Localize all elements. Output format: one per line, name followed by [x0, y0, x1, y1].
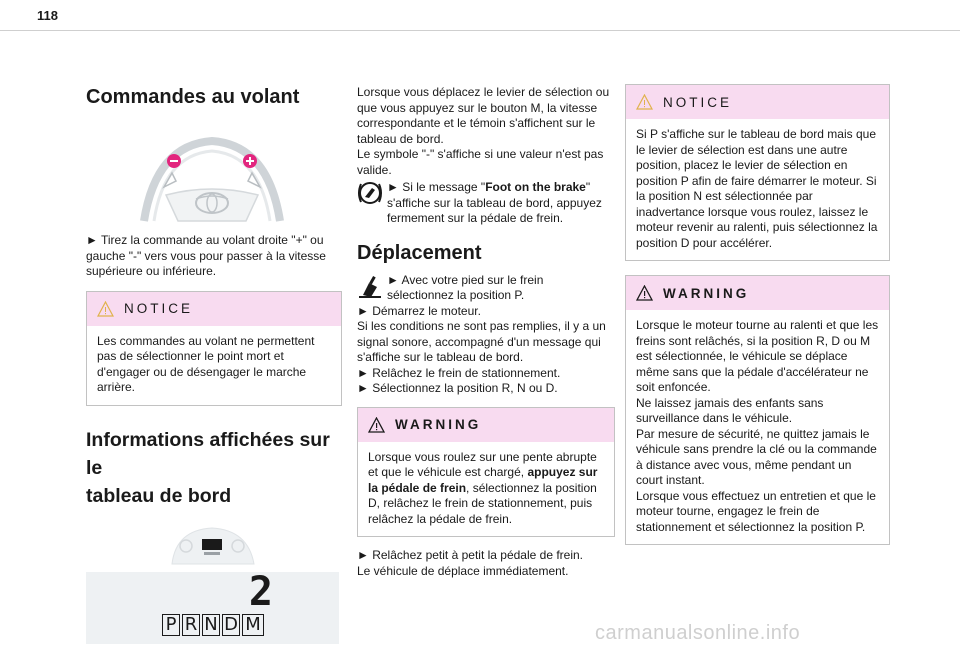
warning-box-1-title: WARNING	[395, 417, 482, 432]
notice-box-2-title: NOTICE	[663, 94, 733, 110]
step-1: ► Avec votre pied sur le frein sélectionnez la position P.	[387, 272, 544, 302]
release-brake-step: ► Relâchez petit à petit la pédale de frein.	[357, 548, 584, 562]
gear-position-d: D	[222, 614, 240, 636]
brake-message-suffix: " s'affiche sur la tableau de bord, appuyez fermement sur la pédale de frein.	[387, 180, 602, 225]
caution-triangle-icon	[636, 94, 653, 110]
warning-box-1-header	[358, 408, 614, 442]
step-4: ► Relâchez le frein de stationnement.	[357, 365, 561, 380]
notice-box-1-header	[87, 292, 341, 326]
warning-box-1-text	[358, 442, 614, 537]
section-title-steering-controls: Commandes au volant	[86, 86, 300, 108]
brake-message-prefix: ► Si le message "	[387, 180, 486, 194]
warning-box-2-p3: Par mesure de sécurité, ne quittez jamais le véhicule sans prendre la clé ou la commande à distance avec vous, même pendant un court instant.	[636, 426, 877, 487]
brake-warning-icon	[357, 180, 383, 206]
dashboard-cluster-icon	[86, 524, 339, 568]
brake-message-text	[387, 180, 613, 227]
section-title-dashboard-info-line1: Informations affichées sur le	[86, 428, 330, 479]
notice-box-1-text: Les commandes au volant ne permettent pas de sélectionner le point mort et d'engager ou de désengager le marche arrière.	[97, 333, 315, 394]
notice-box-1-title: NOTICE	[124, 301, 194, 316]
warning-triangle-icon	[368, 417, 385, 433]
section-title-dashboard-info-line2: tableau de bord	[86, 484, 232, 507]
gear-position-r: R	[182, 614, 200, 636]
page-number: 118	[37, 8, 58, 23]
column-3	[625, 84, 890, 545]
steering-wheel-illustration	[86, 123, 339, 223]
vehicle-moves-note: Le véhicule de déplace immédiatement.	[357, 563, 569, 578]
section-title-moving-off: Déplacement	[357, 241, 482, 264]
warning-box-2-title: WARNING	[663, 285, 750, 301]
notice-box-2	[625, 84, 890, 261]
warning-box-2-p1: Lorsque le moteur tourne au ralenti et que les freins sont relâchés, si la position R, D ou M est sélectionnée, le véhicule se déplace même sans que la pédale d'accélérateur ne soit enfoncée.	[636, 318, 879, 394]
gear-position-m: M	[242, 614, 264, 636]
step-5: ► Sélectionnez la position R, N ou D.	[357, 381, 558, 395]
warning-box-2-header	[626, 276, 889, 310]
warning-box-2	[625, 275, 890, 545]
warning-box-1	[357, 407, 615, 538]
gear-positions	[162, 614, 264, 636]
gear-position-p: P	[162, 614, 180, 636]
step-3: Si les conditions ne sont pas remplies, il y a un signal sonore, accompagné d'un message qui s'affiche sur le tableau de bord.	[357, 319, 606, 364]
section-title-dashboard-info	[86, 426, 342, 510]
paddle-instruction: ► Tirez la commande au volant droite "+" ou gauche "-" vers vous pour passer à la vitesse supérieure ou inférieure.	[86, 233, 326, 278]
symbol-note: Le symbole "-" s'affiche si une valeur n'est pas valide.	[357, 147, 604, 177]
step-2: ► Démarrez le moteur.	[357, 303, 481, 318]
notice-box-2-header	[626, 85, 889, 119]
notice-box-2-text: Si P s'affiche sur le tableau de bord mais que le levier de sélection est dans une autre position, placez le levier de sélection en position P afin de faire démarrer le moteur. Si la position N est sélectionnée par inadvertance lorsque vous roulez, laissez le moteur revenir au ralenti, puis sélectionnez la position D pour accélérer.	[636, 127, 878, 250]
watermark: carmanualsonline.info	[595, 622, 801, 644]
top-rule	[0, 30, 960, 31]
foot-on-pedal-icon	[357, 273, 383, 299]
warning-box-1-text-bold: appuyez sur la pédale de frein	[368, 465, 598, 495]
caution-triangle-icon	[97, 301, 114, 317]
warning-box-2-body	[626, 310, 889, 544]
brake-message-bold: Foot on the brake	[485, 180, 586, 194]
notice-box-1	[86, 291, 342, 406]
gear-indicator-panel	[86, 568, 339, 644]
column-2	[357, 85, 613, 579]
brake-message-block	[357, 180, 613, 227]
steering-wheel-icon	[86, 123, 339, 223]
warning-box-2-p4: Lorsque vous effectuez un entretien et que le moteur tourne, engagez le frein de stationnement et sélectionnez la position P.	[636, 488, 876, 534]
gear-position-n: N	[202, 614, 220, 636]
warning-box-2-p2: Ne laissez jamais des enfants sans surveillance dans le véhicule.	[636, 395, 824, 425]
gear-display-illustration	[86, 524, 339, 568]
warning-box-1-text-a: Lorsque vous roulez sur une pente abrupte et que le véhicule est chargé,	[368, 449, 597, 479]
warning-triangle-icon	[636, 285, 653, 301]
foot-brake-step	[357, 273, 613, 304]
warning-box-1-text-c: , sélectionnez la position D, relâchez le frein de stationnement, puis relâchez la pédale de frein.	[368, 480, 597, 526]
selector-intro: Lorsque vous déplacez le levier de sélection ou que vous appuyez sur le bouton M, la vitesse correspondante et le témoin s'affichent sur le tableau de bord.	[357, 85, 610, 146]
gear-number: 2	[248, 568, 273, 615]
column-1	[86, 80, 342, 644]
